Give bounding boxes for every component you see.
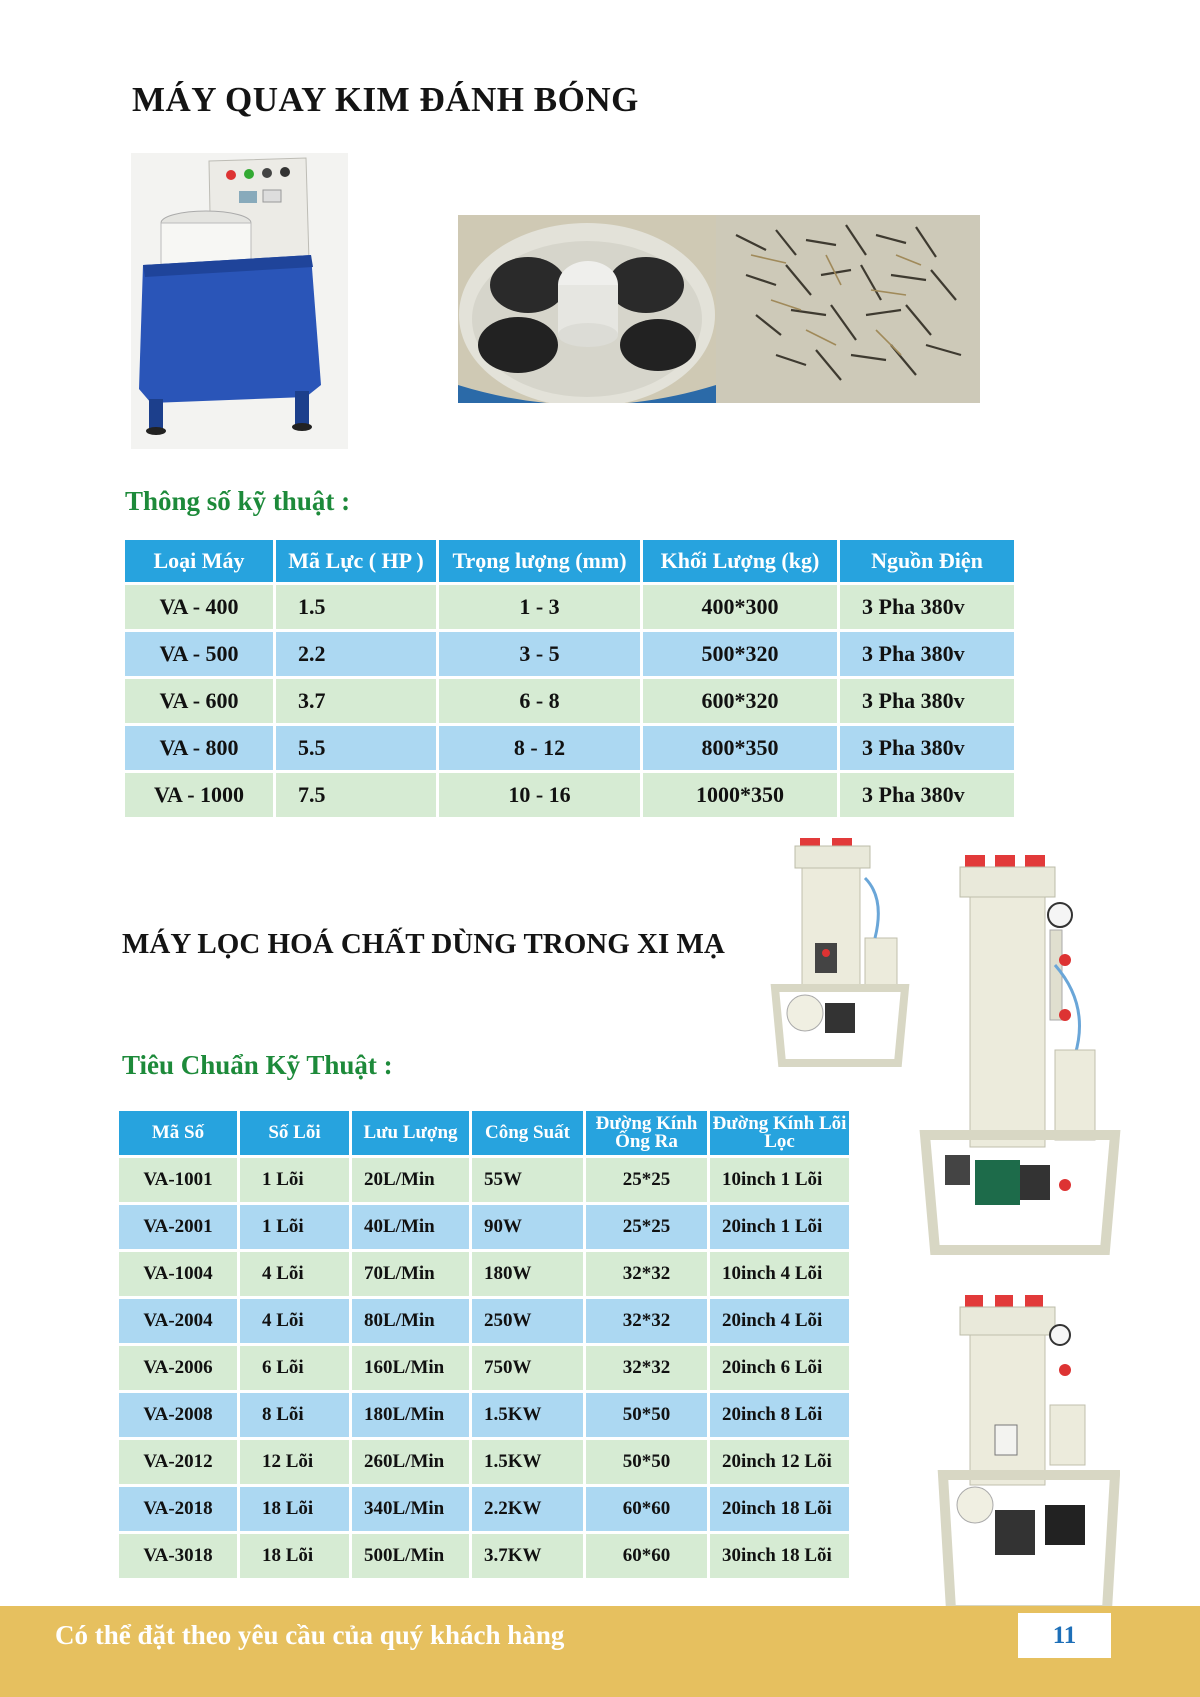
chemical-filter-spec-table [116, 1108, 852, 1581]
table-cell: 7.5 [276, 773, 436, 817]
table-cell: 32*32 [586, 1299, 707, 1343]
table-row [125, 679, 1014, 723]
section2-title: MÁY LỌC HOÁ CHẤT DÙNG TRONG XI MẠ [122, 928, 725, 960]
table-cell: 3.7KW [472, 1534, 583, 1578]
table-cell: 500*320 [643, 632, 837, 676]
chemical-filter-machine-image [915, 855, 1125, 1255]
table-cell: VA - 600 [125, 679, 273, 723]
table-cell: 500L/Min [352, 1534, 469, 1578]
table-cell: VA-1001 [119, 1158, 237, 1202]
table-cell: VA-3018 [119, 1534, 237, 1578]
table-cell: 2.2KW [472, 1487, 583, 1531]
polishing-needles-image [716, 215, 980, 403]
table-cell: 20inch 12 Lõi [710, 1440, 849, 1484]
table-cell: 1.5 [276, 585, 436, 629]
table-header: Đường Kính Ống Ra [586, 1111, 707, 1155]
table-cell: 4 Lõi [240, 1252, 349, 1296]
table-cell: VA - 800 [125, 726, 273, 770]
chemical-filter-machine-image [935, 1295, 1120, 1615]
table-cell: 60*60 [586, 1487, 707, 1531]
table-header: Mã Lực ( HP ) [276, 540, 436, 582]
table-cell: 340L/Min [352, 1487, 469, 1531]
table-cell: VA - 1000 [125, 773, 273, 817]
table-row [119, 1440, 849, 1484]
table-cell: 3 Pha 380v [840, 585, 1014, 629]
table-row [119, 1393, 849, 1437]
table-cell: VA-2012 [119, 1440, 237, 1484]
table-cell: 20inch 4 Lõi [710, 1299, 849, 1343]
spec1-subtitle: Thông số kỹ thuật : [125, 486, 351, 516]
polishing-bowl-image [458, 215, 716, 403]
table-cell: 50*50 [586, 1440, 707, 1484]
table-cell: 1.5KW [472, 1440, 583, 1484]
table-header: Trọng lượng (mm) [439, 540, 640, 582]
table-row [125, 632, 1014, 676]
table-cell: 4 Lõi [240, 1299, 349, 1343]
table-header: Đường Kính Lõi Lọc [710, 1111, 849, 1155]
table-cell: 250W [472, 1299, 583, 1343]
table-cell: 30inch 18 Lõi [710, 1534, 849, 1578]
table-cell: 80L/Min [352, 1299, 469, 1343]
table-cell: 8 - 12 [439, 726, 640, 770]
table-header: Nguồn Điện [840, 540, 1014, 582]
table-cell: 1 Lõi [240, 1205, 349, 1249]
table-cell: 3 - 5 [439, 632, 640, 676]
table-cell: 750W [472, 1346, 583, 1390]
table-cell: VA-2018 [119, 1487, 237, 1531]
table-cell: 40L/Min [352, 1205, 469, 1249]
table-cell: 20L/Min [352, 1158, 469, 1202]
table-cell: VA-2006 [119, 1346, 237, 1390]
table-header: Số Lõi [240, 1111, 349, 1155]
table-row [119, 1299, 849, 1343]
page-number: 11 [1018, 1613, 1111, 1658]
table-row [119, 1252, 849, 1296]
table-row [125, 726, 1014, 770]
table-cell: 1 Lõi [240, 1158, 349, 1202]
table-cell: 32*32 [586, 1346, 707, 1390]
table-cell: 50*50 [586, 1393, 707, 1437]
table-row [119, 1534, 849, 1578]
table-cell: 10 - 16 [439, 773, 640, 817]
table-cell: 1 - 3 [439, 585, 640, 629]
table-row [125, 585, 1014, 629]
table-cell: 20inch 8 Lõi [710, 1393, 849, 1437]
table-cell: 10inch 4 Lõi [710, 1252, 849, 1296]
table-cell: 3 Pha 380v [840, 679, 1014, 723]
table-cell: 55W [472, 1158, 583, 1202]
table-cell: VA-2004 [119, 1299, 237, 1343]
table-cell: 400*300 [643, 585, 837, 629]
spec2-subtitle: Tiêu Chuẩn Kỹ Thuật : [122, 1050, 393, 1080]
table-cell: 3 Pha 380v [840, 726, 1014, 770]
table-header: Công Suất [472, 1111, 583, 1155]
table-cell: 3.7 [276, 679, 436, 723]
table-row [125, 773, 1014, 817]
table-cell: 5.5 [276, 726, 436, 770]
table-cell: 6 Lõi [240, 1346, 349, 1390]
table-row [119, 1158, 849, 1202]
table-cell: 1.5KW [472, 1393, 583, 1437]
table-cell: 18 Lõi [240, 1534, 349, 1578]
table-cell: 90W [472, 1205, 583, 1249]
table-cell: 180W [472, 1252, 583, 1296]
table-cell: 20inch 1 Lõi [710, 1205, 849, 1249]
table-header: Lưu Lượng [352, 1111, 469, 1155]
section1-title: MÁY QUAY KIM ĐÁNH BÓNG [132, 80, 639, 119]
table-row [119, 1487, 849, 1531]
table-cell: 12 Lõi [240, 1440, 349, 1484]
polishing-machine-spec-table [122, 537, 1017, 820]
table-cell: 10inch 1 Lõi [710, 1158, 849, 1202]
table-cell: 1000*350 [643, 773, 837, 817]
table-cell: 8 Lõi [240, 1393, 349, 1437]
table-cell: 160L/Min [352, 1346, 469, 1390]
table-row [119, 1205, 849, 1249]
table-cell: 18 Lõi [240, 1487, 349, 1531]
table-cell: 25*25 [586, 1158, 707, 1202]
table-cell: 32*32 [586, 1252, 707, 1296]
footer-text: Có thể đặt theo yêu cầu của quý khách hàng [55, 1620, 565, 1650]
table-cell: 3 Pha 380v [840, 632, 1014, 676]
table-cell: 20inch 6 Lõi [710, 1346, 849, 1390]
table-cell: VA-2008 [119, 1393, 237, 1437]
table-cell: 60*60 [586, 1534, 707, 1578]
table-cell: VA - 500 [125, 632, 273, 676]
table-header: Khối Lượng (kg) [643, 540, 837, 582]
table-cell: 260L/Min [352, 1440, 469, 1484]
table-header: Loại Máy [125, 540, 273, 582]
table-cell: 180L/Min [352, 1393, 469, 1437]
table-cell: 6 - 8 [439, 679, 640, 723]
table-cell: VA-1004 [119, 1252, 237, 1296]
table-cell: VA - 400 [125, 585, 273, 629]
table-row [119, 1346, 849, 1390]
table-cell: 2.2 [276, 632, 436, 676]
table-cell: 3 Pha 380v [840, 773, 1014, 817]
table-cell: 800*350 [643, 726, 837, 770]
table-cell: 600*320 [643, 679, 837, 723]
table-cell: 70L/Min [352, 1252, 469, 1296]
table-cell: 25*25 [586, 1205, 707, 1249]
table-cell: 20inch 18 Lõi [710, 1487, 849, 1531]
needle-polishing-machine-image [131, 153, 348, 449]
table-header: Mã Số [119, 1111, 237, 1155]
table-cell: VA-2001 [119, 1205, 237, 1249]
chemical-filter-machine-image [770, 838, 910, 1068]
